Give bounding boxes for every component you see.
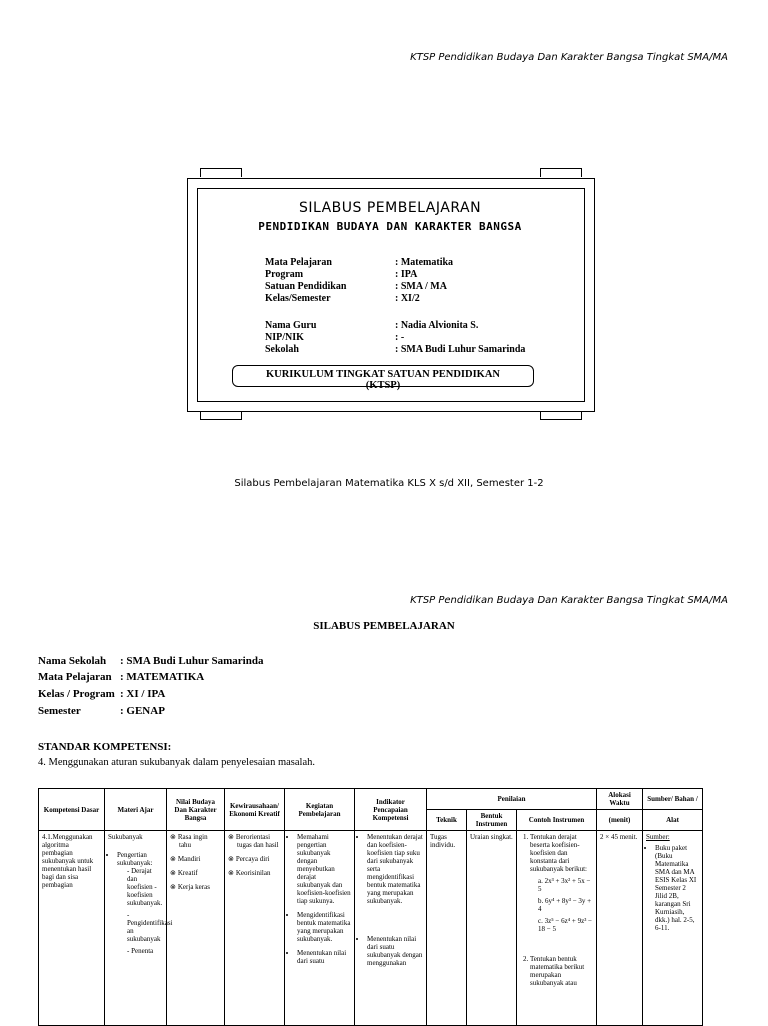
cover-info-row: Satuan Pendidikan : SMA / MA [265,281,447,292]
page2-header: KTSP Pendidikan Budaya Dan Karakter Bangsa Tingkat SMA/MA [410,595,728,606]
page2-title: SILABUS PEMBELAJARAN [313,620,455,632]
col-header-materi: Materi Ajar [105,789,167,831]
col-header-teknik: Teknik [427,810,467,831]
cover-info-row: Nama Guru : Nadia Alvionita S. [265,320,479,331]
cell-kd: 4.1.Menggunakan algoritma pembagian sukubanyak untuk menentukan hasil bagi dan sisa pembagian [39,831,105,1026]
col-header-sumber: Sumber/ Bahan / [643,789,703,810]
table-row [39,831,703,1026]
col-header-bentuk: Bentuk Instrumen [467,810,517,831]
contoh-item: 1. Tentukan derajat beserta koefisien-koefisien dan konstanta dari sukubanyak berikut: a. 2x³ + 3x² + 5x − 5 b. 6y⁴ + 8y³ − 3y + 4 c. 3z⁵ − 6z⁴ + 9z³ − 18 − 5 [530,833,593,933]
school-info-row: Mata Pelajaran : MATEMATIKA [38,671,205,683]
nilai-item: ⊗ Rasa ingin tahu [179,833,221,849]
school-info-row: Nama Sekolah : SMA Budi Luhur Samarinda [38,655,264,667]
indikator-item: • Menentukan derajat dan koefisien-koefisien tiap suku dari sukubanyak serta mengidentifikasi bentuk matematika yang merupakan sukubanyak. [367,833,423,905]
frame-corner [540,411,582,420]
nilai-item: ⊗ Mandiri [179,855,221,863]
col-header-kewira: Kewirausahaan/ Ekonomi Kreatif [225,789,285,831]
cover-info-row: Program : IPA [265,269,418,280]
cell-bentuk: Uraian singkat. [467,831,517,1026]
col-header-kegiatan: Kegiatan Pembelajaran [285,789,355,831]
frame-corner [200,411,242,420]
cover-info-row: Mata Pelajaran : Matematika [265,257,454,268]
materi-bullet: • Pengertian sukubanyak: - Derajat dan koefisien - koefisien sukubanyak. - Pengidentifikasi an sukubanyak - Penenta [117,851,163,955]
cover-subtitle: PENDIDIKAN BUDAYA DAN KARAKTER BANGSA [258,220,522,233]
cell-sumber [643,831,703,1026]
kurikulum-line-2: (KTSP) [365,380,401,391]
standar-heading: STANDAR KOMPETENSI: [38,741,172,753]
cover-title: SILABUS PEMBELAJARAN [298,200,482,216]
col-header-nilai: Nilai Budaya Dan Karakter Bangsa [167,789,225,831]
kurikulum-box [232,365,534,391]
col-header-kd: Kompetensi Dasar [39,789,105,831]
cover-info-row: Sekolah : SMA Budi Luhur Samarinda [265,344,526,355]
frame-corner [540,168,582,177]
cover-header: KTSP Pendidikan Budaya Dan Karakter Bangsa Tingkat SMA/MA [410,52,728,63]
cover-info-group-1 [265,257,453,305]
formula-b: b. 6y⁴ + 8y³ − 3y + 4 [538,897,592,913]
indikator-item: • Menentukan nilai dari suatu sukubanyak dengan menggunakan [367,935,423,967]
cover-info-group-2 [265,320,525,356]
formula-a: a. 2x³ + 3x² + 5x − 5 [538,877,591,893]
kurikulum-line-1: KURIKULUM TINGKAT SATUAN PENDIDIKAN [265,369,501,380]
cell-materi [105,831,173,1026]
materi-dash-item: - Derajat dan koefisien - koefisien sukubanyak. [127,867,163,907]
cell-contoh [517,831,597,1026]
frame-corner [200,168,242,177]
col-header-alokasi: Alokasi Waktu [597,789,643,810]
cell-nilai [167,831,225,1026]
materi-title: Sukubanyak [108,833,143,841]
col-header-penilaian: Penilaian [427,789,597,810]
nilai-item: ⊗ Kreatif [179,869,221,877]
school-info-row: Kelas / Program : XI / IPA [38,688,166,700]
cover-info-row: NIP/NIK : - [265,332,405,343]
cover-caption: Silabus Pembelajaran Matematika KLS X s/d XII, Semester 1-2 [234,478,544,489]
col-header-contoh: Contoh Instrumen [517,810,597,831]
contoh-item: 2. Tentukan bentuk matematika berikut merupakan sukubanyak atau [530,955,593,987]
kegiatan-item: • Mengidentifikasi bentuk matematika yang merupakan sukubanyak. [297,911,351,943]
kewira-item: ⊗ Keorisinilan [237,869,281,877]
cell-teknik: Tugas individu. [427,831,467,1026]
kewira-item: ⊗ Percaya diri [237,855,281,863]
materi-dash-item: - Penenta [127,947,154,955]
standar-text: 4. Menggunakan aturan sukubanyak dalam penyelesaian masalah. [38,757,315,768]
cell-kegiatan [285,831,355,1026]
col-header-menit: (menit) [597,810,643,831]
cell-alokasi: 2 × 45 menit. [597,831,643,1026]
cell-kewira [225,831,285,1026]
cover-info-row: Kelas/Semester : XI/2 [265,293,420,304]
kegiatan-item: • Memahami pengertian sukubanyak dengan menyebutkan derajat sukubanyak dan koefisien-koefisien tiap sukunya. [297,833,351,905]
school-info-row: Semester : GENAP [38,705,165,717]
materi-dash-item: - Pengidentifikasi an sukubanyak [127,911,173,943]
silabus-table [38,788,703,1026]
kewira-item: ⊗ Berorientasi tugas dan hasil [237,833,281,849]
kegiatan-item: • Menentukan nilai dari suatu [297,949,351,965]
nilai-item: ⊗ Kerja keras [179,883,221,891]
sumber-title: Sumber: [646,833,670,841]
col-header-indikator: Indikator Pencapaian Kompetensi [355,789,427,831]
cell-indikator [355,831,427,1026]
sumber-item: • Buku paket (Buku Matematika SMA dan MA ESIS Kelas XI Semester 2 Jilid 2B, karangan Sri Kurniasih, dkk.) hal. 2-5, 6-11. [655,844,699,932]
formula-c: c. 3z⁵ − 6z⁴ + 9z³ − 18 − 5 [538,917,593,933]
col-header-alat: Alat [643,810,703,831]
